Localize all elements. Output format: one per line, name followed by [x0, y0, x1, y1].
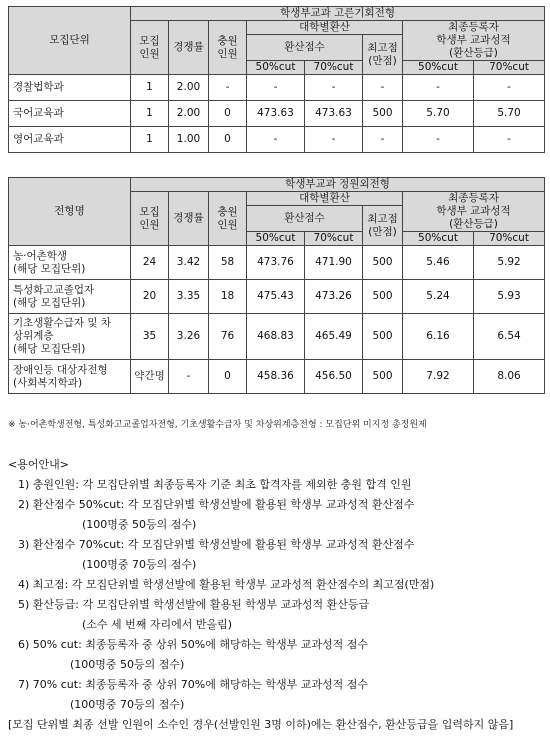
cell-g70: 5.93	[474, 280, 545, 314]
glossary-title: <용어안내>	[8, 458, 69, 471]
cell-ratio: 2.00	[169, 75, 209, 101]
final-header: 최종등록자 학생부 교과성적 (환산등급)	[403, 21, 545, 61]
cell-s70: 456.50	[305, 360, 363, 394]
col-unit: 전형명	[9, 178, 131, 246]
cell-s50: 458.36	[247, 360, 305, 394]
table-row	[9, 75, 545, 101]
cell-name: 경찰법학과	[9, 75, 131, 101]
cell-s50: 473.63	[247, 101, 305, 127]
cell-max: 500	[363, 314, 403, 360]
col-s70: 70%cut	[305, 232, 363, 246]
final-header: 최종등록자 학생부 교과성적 (환산등급)	[403, 192, 545, 232]
cell-extra: 58	[209, 246, 247, 280]
glossary-item: 3) 환산점수 70%cut: 각 모집단위별 학생선발에 활용된 학생부 교과성적 환산점수	[18, 538, 415, 551]
cell-quota: 24	[131, 246, 169, 280]
cell-ratio: 1.00	[169, 127, 209, 153]
footer-note: [모집 단위별 최종 선발 인원이 소수인 경우(선발인원 3명 이하)에는 환산점수, 환산등급을 입력하지 않음]	[8, 718, 514, 731]
cell-extra: 18	[209, 280, 247, 314]
table-row	[9, 280, 545, 314]
glossary-item: 2) 환산점수 50%cut: 각 모집단위별 학생선발에 활용된 학생부 교과성적 환산점수	[18, 498, 415, 511]
cell-quota: 1	[131, 101, 169, 127]
glossary-item: 1) 충원인원: 각 모집단위별 최종등록자 기준 최초 합격자를 제외한 충원 합격 인원	[18, 478, 412, 491]
cell-quota: 20	[131, 280, 169, 314]
cell-g50: -	[403, 75, 474, 101]
cell-quota: 1	[131, 127, 169, 153]
glossary-item: 7) 70% cut: 최종등록자 중 상위 70%에 해당하는 학생부 교과성적 점수	[18, 678, 368, 691]
cell-quota: 35	[131, 314, 169, 360]
col-max: 최고점 (만점)	[363, 35, 403, 75]
cell-g70: 5.92	[474, 246, 545, 280]
col-s50: 50%cut	[247, 232, 305, 246]
cell-ratio: -	[169, 360, 209, 394]
footnote: ※ 농·어촌학생전형, 특성화고교졸업자전형, 기초생활수급자 및 차상위계층전형 : 모집단위 미지정 총정원제	[8, 420, 427, 430]
conv-header: 환산점수	[247, 206, 363, 232]
cell-g50: 5.24	[403, 280, 474, 314]
cell-s70: -	[305, 75, 363, 101]
col-quota: 모집 인원	[131, 21, 169, 75]
glossary-subnote: (100명중 50등의 점수)	[70, 658, 185, 671]
cell-s70: 465.49	[305, 314, 363, 360]
glossary-subnote: (100명중 50등의 점수)	[82, 518, 197, 531]
cell-s50: -	[247, 75, 305, 101]
glossary-subnote: (소수 세 번째 자리에서 반올림)	[82, 618, 233, 631]
glossary-subnote: (100명중 70등의 점수)	[70, 698, 185, 711]
col-extra: 충원 인원	[209, 21, 247, 75]
cell-name: 농·어촌학생 (해당 모집단위)	[9, 246, 131, 280]
cell-quota: 약간명	[131, 360, 169, 394]
cell-s70: -	[305, 127, 363, 153]
col-g70: 70%cut	[474, 232, 545, 246]
cell-g50: 5.46	[403, 246, 474, 280]
cell-extra: 0	[209, 127, 247, 153]
cell-max: -	[363, 75, 403, 101]
cell-s50: 468.83	[247, 314, 305, 360]
col-unit: 모집단위	[9, 7, 131, 75]
col-quota: 모집 인원	[131, 192, 169, 246]
cell-extra: 0	[209, 101, 247, 127]
univ-header: 대학별환산	[247, 21, 403, 35]
glossary-item: 5) 환산등급: 각 모집단위별 학생선발에 활용된 학생부 교과성적 환산등급	[18, 598, 370, 611]
table-row	[9, 360, 545, 394]
cell-name: 기초생활수급자 및 차 상위계층 (해당 모집단위)	[9, 314, 131, 360]
col-s70: 70%cut	[305, 61, 363, 75]
glossary-item: 4) 최고점: 각 모집단위별 학생선발에 활용된 학생부 교과성적 환산점수의 최고점(만점)	[18, 578, 435, 591]
cell-max: 500	[363, 280, 403, 314]
cell-ratio: 3.35	[169, 280, 209, 314]
cell-g70: -	[474, 127, 545, 153]
cell-max: 500	[363, 360, 403, 394]
cell-g70: 6.54	[474, 314, 545, 360]
cell-s50: -	[247, 127, 305, 153]
col-extra: 충원 인원	[209, 192, 247, 246]
cell-extra: 0	[209, 360, 247, 394]
cell-g70: 8.06	[474, 360, 545, 394]
cell-ratio: 3.42	[169, 246, 209, 280]
col-g50: 50%cut	[403, 232, 474, 246]
col-ratio: 경쟁률	[169, 192, 209, 246]
cell-g50: 5.70	[403, 101, 474, 127]
cell-g70: 5.70	[474, 101, 545, 127]
cell-name: 장애인등 대상자전형 (사회복지학과)	[9, 360, 131, 394]
conv-header: 환산점수	[247, 35, 363, 61]
cell-max: 500	[363, 246, 403, 280]
col-max: 최고점 (만점)	[363, 206, 403, 246]
cell-g70: -	[474, 75, 545, 101]
cell-s70: 471.90	[305, 246, 363, 280]
col-g70: 70%cut	[474, 61, 545, 75]
cell-max: -	[363, 127, 403, 153]
table-row	[9, 314, 545, 360]
group-header: 학생부교과 고른기회전형	[131, 7, 545, 21]
col-g50: 50%cut	[403, 61, 474, 75]
cell-s50: 475.43	[247, 280, 305, 314]
cell-s70: 473.63	[305, 101, 363, 127]
cell-s50: 473.76	[247, 246, 305, 280]
cell-g50: 6.16	[403, 314, 474, 360]
cell-name: 국어교육과	[9, 101, 131, 127]
cell-extra: 76	[209, 314, 247, 360]
cell-name: 영어교육과	[9, 127, 131, 153]
table-row	[9, 127, 545, 153]
univ-header: 대학별환산	[247, 192, 403, 206]
table-row	[9, 101, 545, 127]
cell-name: 특성화고교졸업자 (해당 모집단위)	[9, 280, 131, 314]
cell-g50: 7.92	[403, 360, 474, 394]
cell-max: 500	[363, 101, 403, 127]
glossary	[8, 455, 544, 715]
cell-ratio: 3.26	[169, 314, 209, 360]
col-s50: 50%cut	[247, 61, 305, 75]
cell-extra: -	[209, 75, 247, 101]
glossary-item: 6) 50% cut: 최종등록자 중 상위 50%에 해당하는 학생부 교과성적 점수	[18, 638, 368, 651]
glossary-subnote: (100명중 70등의 점수)	[82, 558, 197, 571]
cell-s70: 473.26	[305, 280, 363, 314]
admissions-table-2	[8, 177, 545, 394]
admissions-table-1	[8, 6, 545, 153]
cell-ratio: 2.00	[169, 101, 209, 127]
group-header: 학생부교과 정원외전형	[131, 178, 545, 192]
cell-g50: -	[403, 127, 474, 153]
col-ratio: 경쟁률	[169, 21, 209, 75]
cell-quota: 1	[131, 75, 169, 101]
table-row	[9, 246, 545, 280]
